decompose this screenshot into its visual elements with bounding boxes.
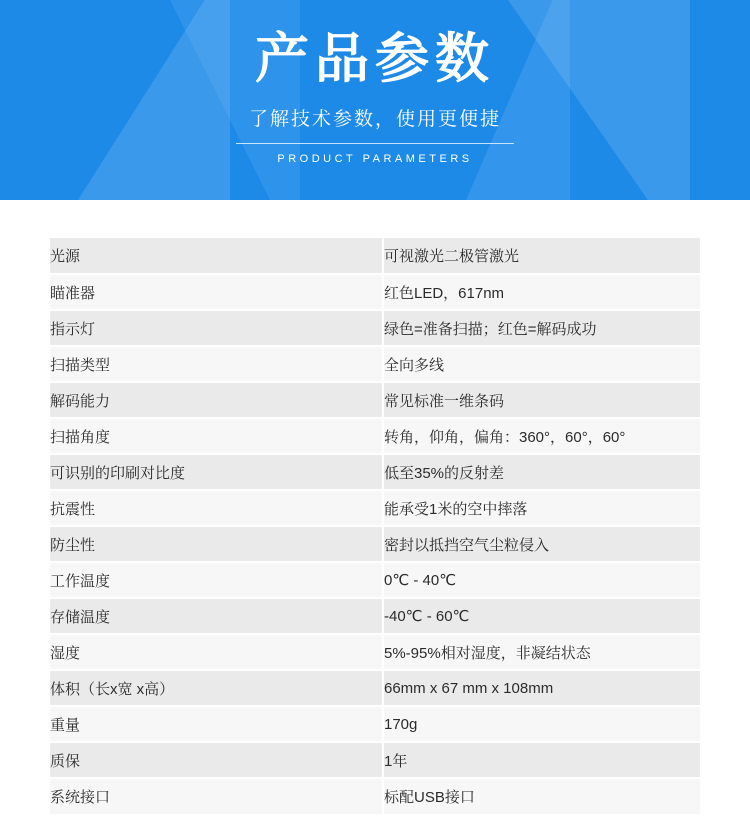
- table-row: [50, 346, 700, 382]
- table-row: [50, 418, 700, 454]
- spec-value-cell: 能承受1米的空中摔落: [383, 490, 700, 526]
- spec-key-cell: 体积（长x宽 x高）: [50, 670, 383, 706]
- table-row: [50, 706, 700, 742]
- page-banner: [0, 0, 750, 200]
- spec-table: [50, 238, 700, 814]
- spec-key-cell: 光源: [50, 238, 383, 274]
- table-row: [50, 526, 700, 562]
- spec-key-cell: 抗震性: [50, 490, 383, 526]
- spec-value-cell: 红色LED，617nm: [383, 274, 700, 310]
- spec-key-cell: 重量: [50, 706, 383, 742]
- spec-value-cell: 常见标准一维条码: [383, 382, 700, 418]
- banner-divider: [236, 143, 514, 144]
- spec-value-cell: 66mm x 67 mm x 108mm: [383, 670, 700, 706]
- table-row: [50, 778, 700, 814]
- spec-value-cell: 标配USB接口: [383, 778, 700, 814]
- spec-value-cell: 可视激光二极管激光: [383, 238, 700, 274]
- table-row: [50, 742, 700, 778]
- spec-key-cell: 系统接口: [50, 778, 383, 814]
- spec-value-cell: 1年: [383, 742, 700, 778]
- spec-key-cell: 指示灯: [50, 310, 383, 346]
- spec-key-cell: 防尘性: [50, 526, 383, 562]
- spec-value-cell: 转角，仰角，偏角：360°，60°，60°: [383, 418, 700, 454]
- spec-key-cell: 工作温度: [50, 562, 383, 598]
- table-row: [50, 670, 700, 706]
- spec-table-container: [0, 200, 750, 814]
- spec-value-cell: 5%-95%相对湿度，非凝结状态: [383, 634, 700, 670]
- table-row: [50, 382, 700, 418]
- spec-key-cell: 湿度: [50, 634, 383, 670]
- spec-value-cell: 170g: [383, 706, 700, 742]
- spec-table-body: [50, 238, 700, 814]
- table-row: [50, 490, 700, 526]
- table-row: [50, 562, 700, 598]
- banner-subtitle: 了解技术参数，使用更便捷: [248, 109, 501, 131]
- spec-key-cell: 质保: [50, 742, 383, 778]
- banner-content: [0, 0, 750, 165]
- spec-value-cell: 0℃ - 40℃: [383, 562, 700, 598]
- banner-english-caption: PRODUCT PARAMETERS: [277, 153, 473, 166]
- spec-key-cell: 扫描角度: [50, 418, 383, 454]
- spec-value-cell: 全向多线: [383, 346, 700, 382]
- table-row: [50, 274, 700, 310]
- spec-value-cell: 密封以抵挡空气尘粒侵入: [383, 526, 700, 562]
- spec-value-cell: -40℃ - 60℃: [383, 598, 700, 634]
- spec-key-cell: 解码能力: [50, 382, 383, 418]
- page-title: 产品参数: [255, 27, 495, 90]
- spec-key-cell: 瞄准器: [50, 274, 383, 310]
- spec-value-cell: 绿色=准备扫描；红色=解码成功: [383, 310, 700, 346]
- table-row: [50, 598, 700, 634]
- table-row: [50, 310, 700, 346]
- spec-value-cell: 低至35%的反射差: [383, 454, 700, 490]
- table-row: [50, 634, 700, 670]
- spec-key-cell: 存储温度: [50, 598, 383, 634]
- table-row: [50, 238, 700, 274]
- table-row: [50, 454, 700, 490]
- spec-key-cell: 可识别的印刷对比度: [50, 454, 383, 490]
- spec-key-cell: 扫描类型: [50, 346, 383, 382]
